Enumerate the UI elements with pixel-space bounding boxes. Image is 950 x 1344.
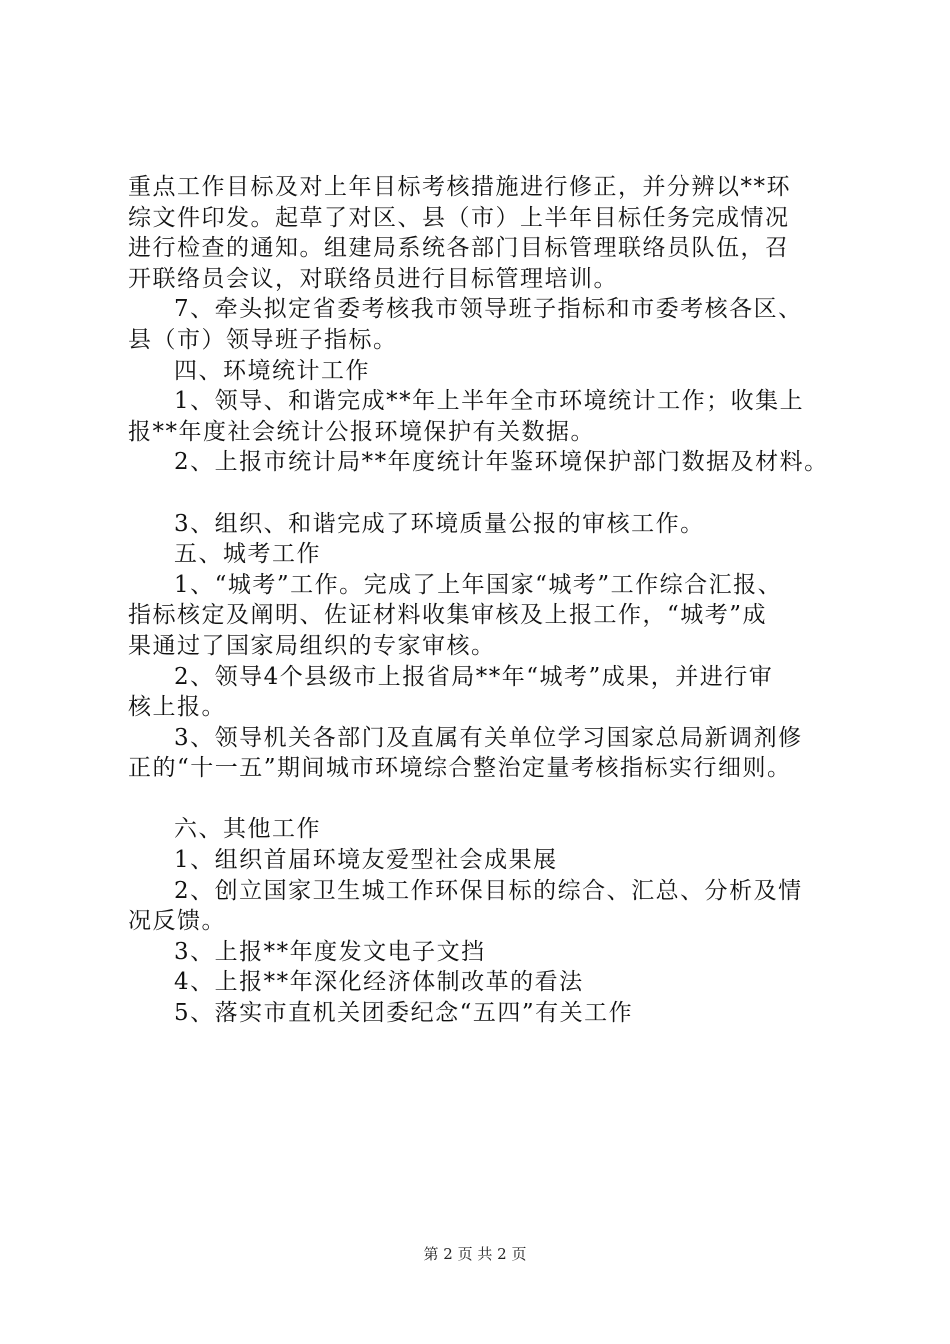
- text-line: 4、上报**年深化经济体制改革的看法: [174, 969, 584, 996]
- text-line: 3、领导机关各部门及直属有关单位学习国家总局新调剂修: [174, 724, 803, 751]
- text-line: 开联络员会议，对联络员进行目标管理培训。: [128, 265, 618, 292]
- text-line: 综文件印发。起草了对区、县（市）上半年目标任务完成情况: [128, 204, 790, 231]
- text-line: 四、环境统计工作: [174, 357, 370, 384]
- text-line: 7、牵头拟定省委考核我市领导班子指标和市委考核各区、: [174, 296, 803, 323]
- text-line: 五、城考工作: [174, 541, 321, 568]
- text-line: 2、领导4个县级市上报省局**年“城考”成果，并进行审: [174, 663, 774, 690]
- text-line: 1、组织首届环境友爱型社会成果展: [174, 847, 558, 874]
- text-line: 2、上报市统计局**年度统计年鉴环境保护部门数据及材料。: [174, 449, 829, 476]
- text-line: 3、组织、和谐完成了环境质量公报的审核工作。: [174, 510, 705, 537]
- text-line: 1、领导、和谐完成**年上半年全市环境统计工作；收集上: [174, 388, 805, 415]
- text-line: 县（市）领导班子指标。: [128, 326, 398, 353]
- page-footer: 第 2 页 共 2 页: [423, 1245, 527, 1263]
- text-line: 1、“城考”工作。完成了上年国家“城考”工作综合汇报、: [174, 571, 783, 598]
- text-line: 六、其他工作: [174, 816, 321, 843]
- blank-line: [128, 784, 848, 815]
- text-line: 正的“十一五”期间城市环境综合整治定量考核指标实行细则。: [128, 755, 792, 782]
- text-line: 况反馈。: [128, 908, 226, 935]
- blank-line: [128, 478, 848, 509]
- text-line: 3、上报**年度发文电子文挡: [174, 938, 486, 965]
- text-line: 2、创立国家卫生城工作环保目标的综合、汇总、分析及情: [174, 877, 803, 904]
- text-line: 进行检查的通知。组建局系统各部门目标管理联络员队伍，召: [128, 235, 790, 262]
- text-line: 果通过了国家局组织的专家审核。: [128, 632, 496, 659]
- text-line: 指标核定及阐明、佐证材料收集审核及上报工作，“城考”成: [128, 602, 768, 629]
- text-line: 5、落实市直机关团委纪念“五四”有关工作: [174, 1000, 634, 1027]
- text-line: 核上报。: [128, 694, 226, 721]
- document-body: [128, 172, 848, 1029]
- text-line: 重点工作目标及对上年目标考核措施进行修正，并分辨以**环: [128, 174, 791, 200]
- text-line: 报**年度社会统计公报环境保护有关数据。: [128, 418, 595, 445]
